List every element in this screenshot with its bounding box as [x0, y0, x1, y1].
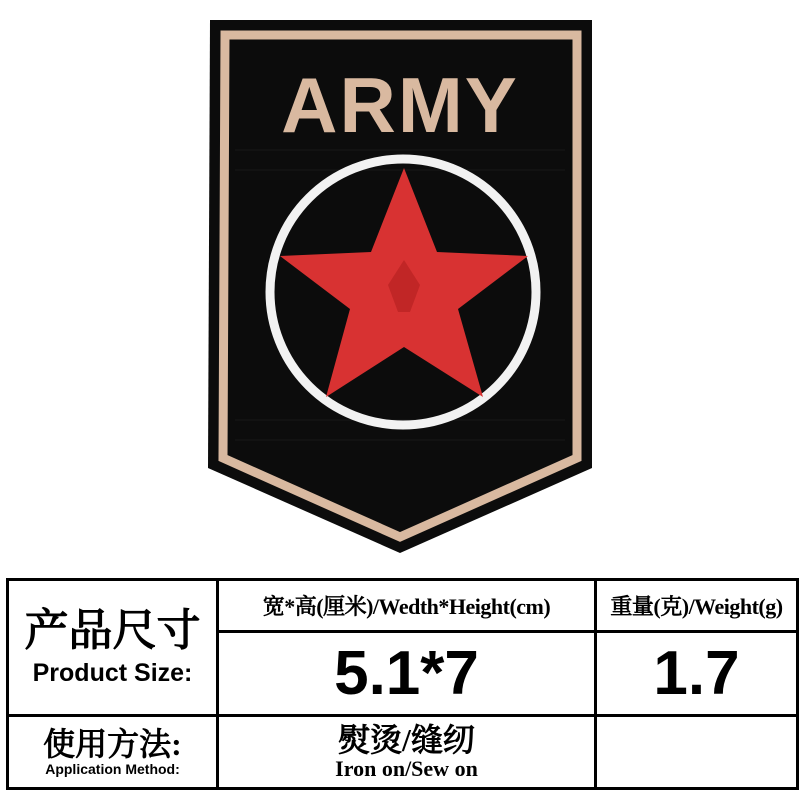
method-value-cell — [218, 716, 596, 789]
weight-value-cell — [596, 632, 798, 716]
spec-table — [6, 578, 799, 790]
size-value-cell — [218, 632, 596, 716]
method-en: Application Method: — [45, 761, 180, 777]
weight-header: 重量(克)/Weight(g) — [610, 594, 783, 619]
size-header-cell — [218, 580, 596, 632]
weight-value: 1.7 — [653, 638, 740, 708]
product-size-en: Product Size: — [32, 659, 193, 687]
patch-label: ARMY — [281, 61, 519, 149]
method-value-en: Iron on/Sew on — [335, 756, 478, 781]
empty-cell — [596, 716, 798, 789]
method-label-cell — [8, 716, 218, 789]
size-value: 5.1*7 — [334, 638, 479, 708]
product-size-label-cell — [8, 580, 218, 716]
method-zh: 使用方法: — [43, 726, 182, 762]
product-size-zh: 产品尺寸 — [24, 606, 201, 655]
weight-header-cell — [596, 580, 798, 632]
method-value-zh: 熨烫/缝纫 — [338, 722, 475, 758]
size-header: 宽*高(厘米)/Wedth*Height(cm) — [262, 594, 551, 619]
